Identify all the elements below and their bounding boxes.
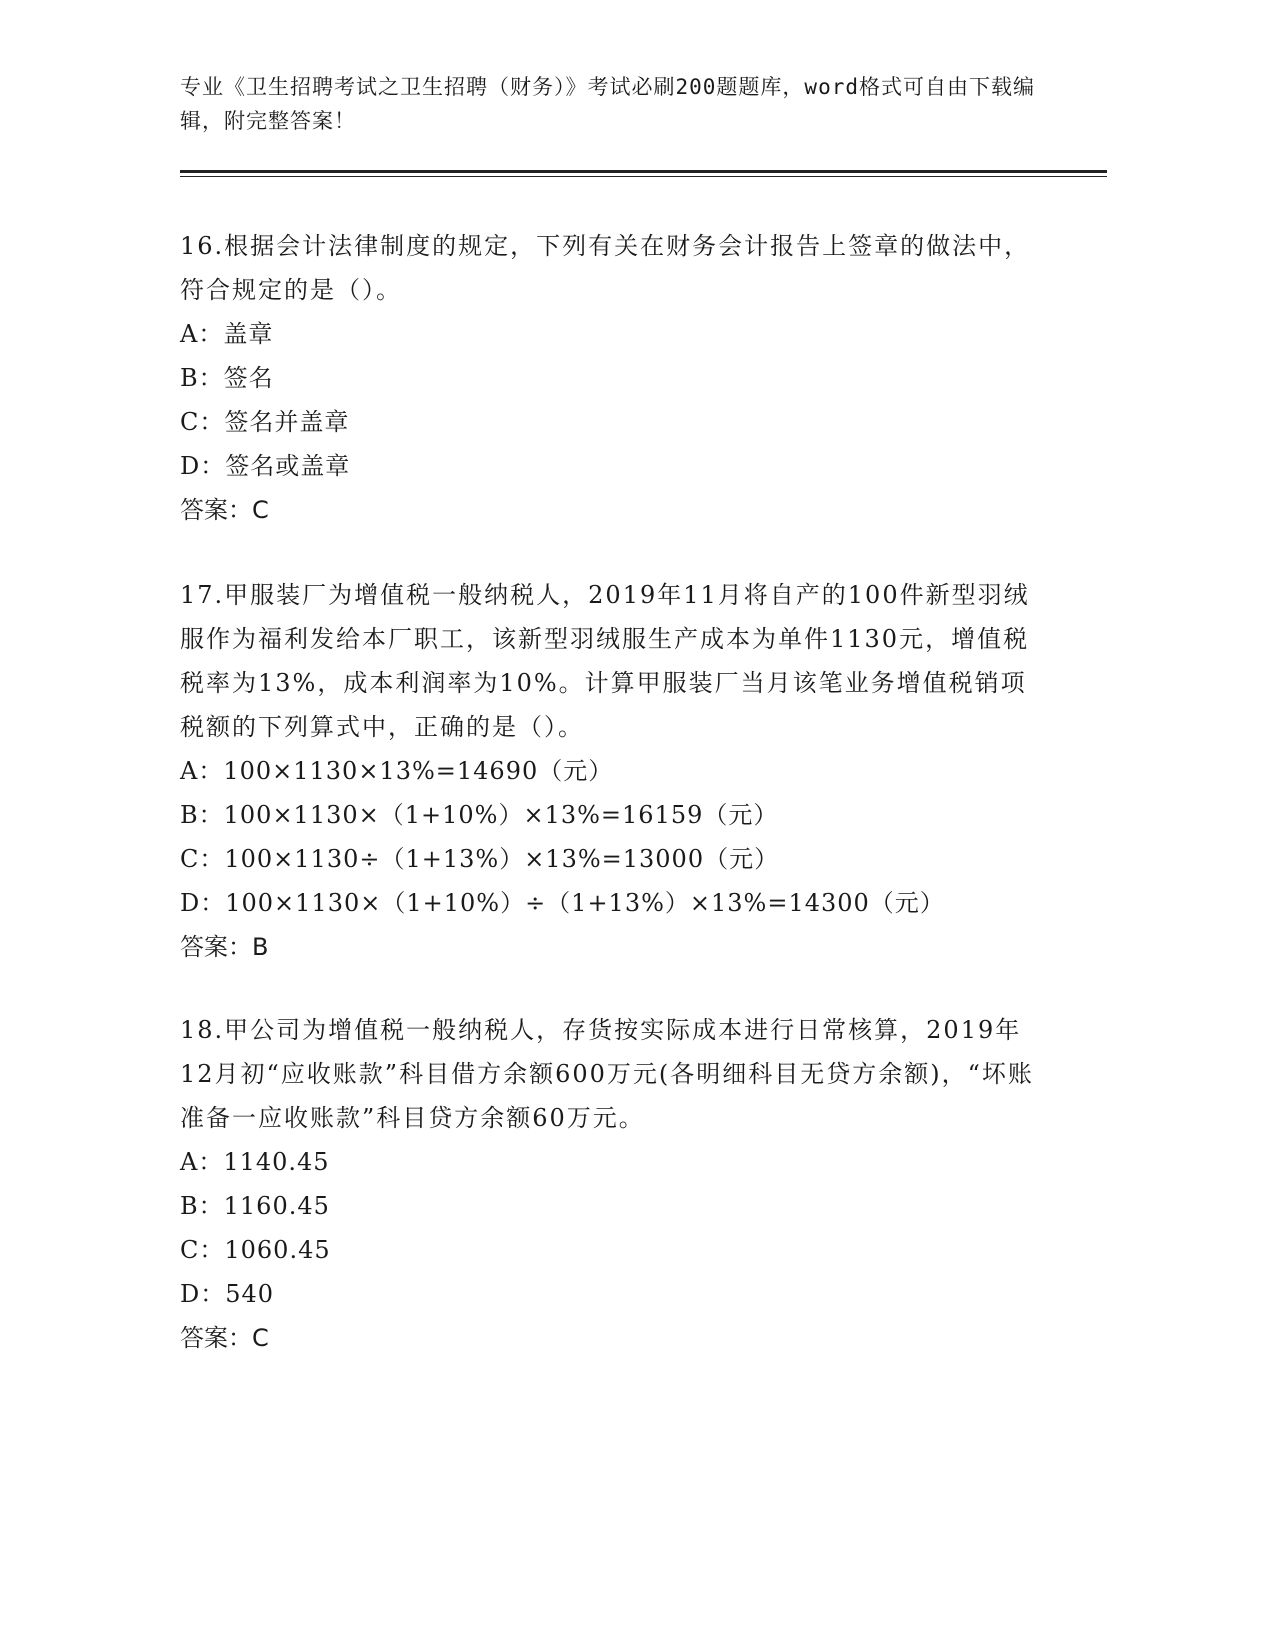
answer: 答案：B [180,933,269,961]
question-16 [180,224,1050,532]
option-a: A：100×1130×13%=14690（元） [180,757,614,785]
answer: 答案：C [180,496,269,524]
question-stem: 16.根据会计法律制度的规定，下列有关在财务会计报告上签章的做法中，符合规定的是（）。 [180,232,1031,304]
header-divider-thick [180,170,1107,173]
option-a: A：1140.45 [180,1148,330,1176]
option-c: C：1060.45 [180,1236,331,1264]
option-d: D：签名或盖章 [180,452,351,480]
option-b: B：签名 [180,364,274,392]
question-18 [180,1008,1050,1360]
option-d: D：100×1130×（1+10%）÷（1+13%）×13%=14300（元） [180,889,945,917]
answer: 答案：C [180,1324,269,1352]
option-c: C：100×1130÷（1+13%）×13%=13000（元） [180,845,780,873]
question-stem: 17.甲服装厂为增值税一般纳税人，2019年11月将自产的100件新型羽绒服作为福利发给本厂职工，该新型羽绒服生产成本为单件1130元，增值税税率为13%，成本利润率为10%。计算甲服装厂当月该笔业务增值税销项税额的下列算式中，正确的是（）。 [180,581,1030,741]
document-header: 专业《卫生招聘考试之卫生招聘（财务）》考试必刷200题题库，word格式可自由下载编辑，附完整答案！ [180,75,1035,133]
option-d: D：540 [180,1280,275,1308]
question-17 [180,573,1050,969]
option-b: B：1160.45 [180,1192,330,1220]
header-divider-thin [180,176,1107,177]
option-a: A：盖章 [180,320,274,348]
question-stem: 18.甲公司为增值税一般纳税人，存货按实际成本进行日常核算，2019年12月初“应收账款”科目借方余额600万元(各明细科目无贷方余额)，“坏账准备一应收账款”科目贷方余额60万元。 [180,1016,1034,1132]
option-c: C：签名并盖章 [180,408,350,436]
option-b: B：100×1130×（1+10%）×13%=16159（元） [180,801,779,829]
